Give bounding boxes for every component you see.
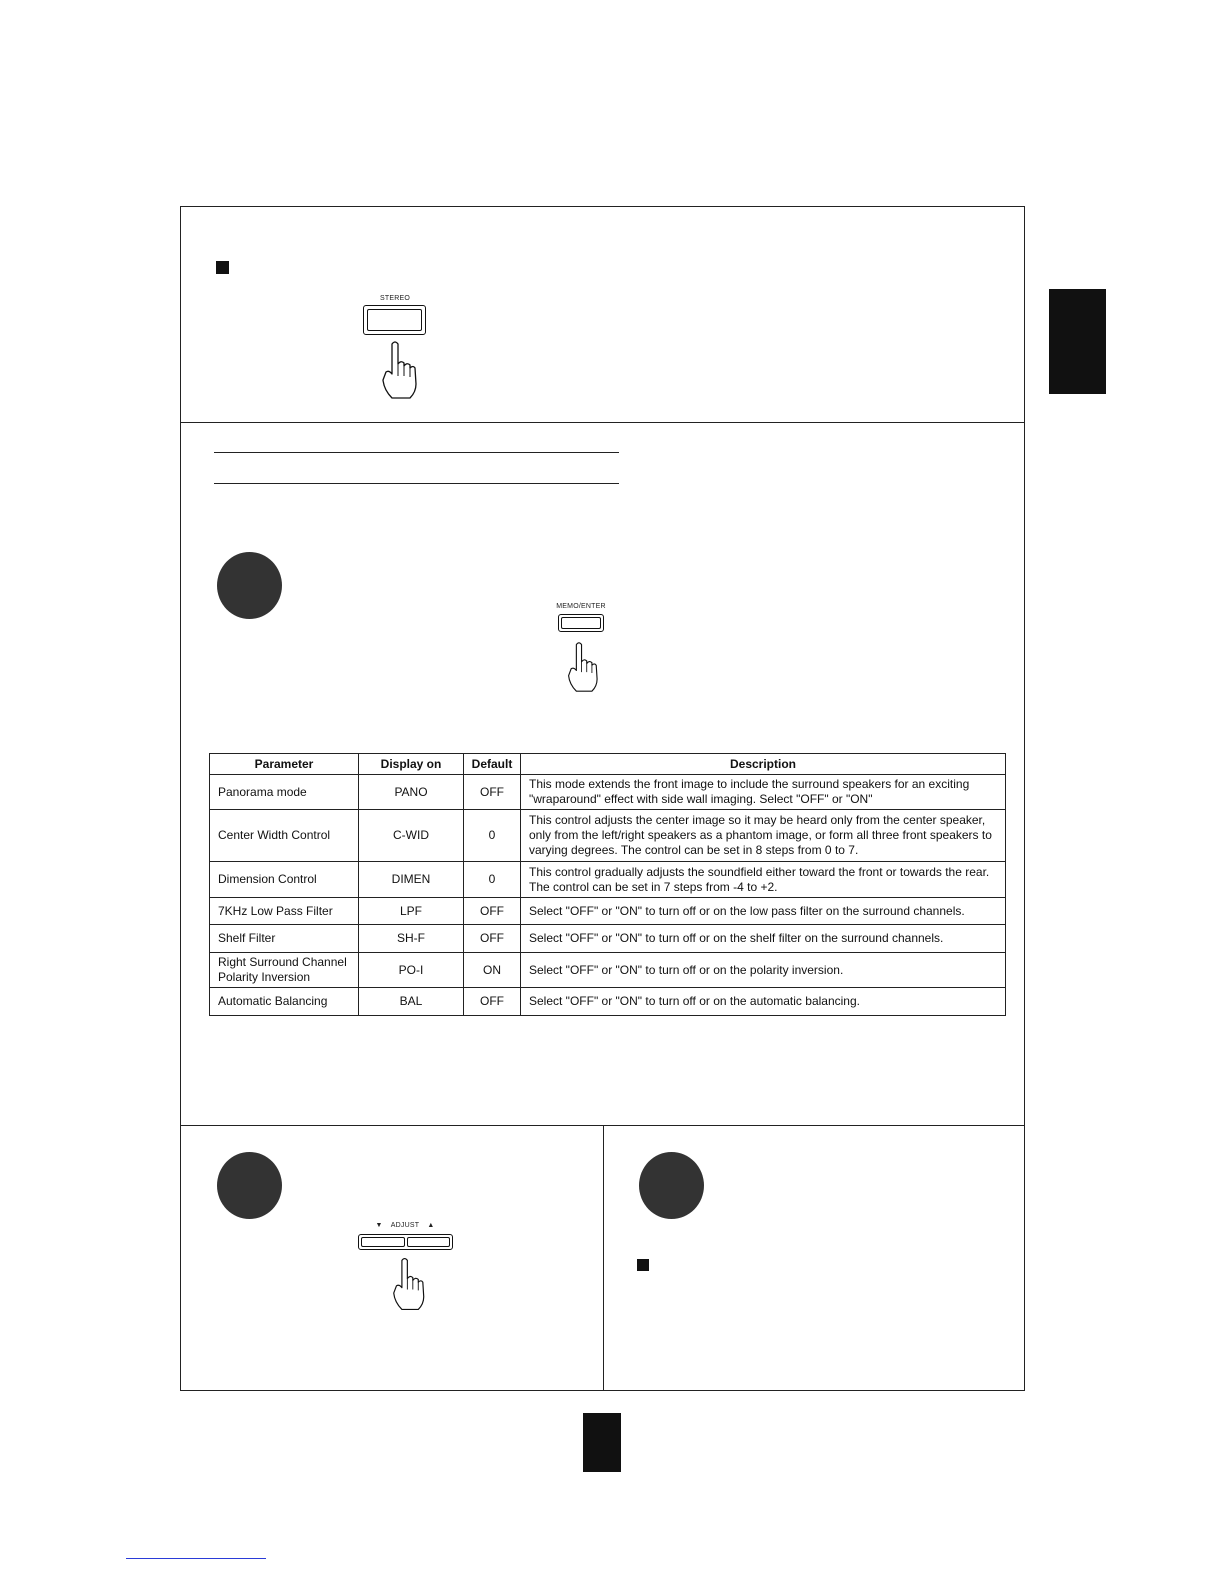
cell-display: C-WID (359, 810, 464, 862)
adjust-down-button[interactable] (361, 1237, 405, 1247)
section-bullet (216, 261, 229, 274)
table-header-row (210, 754, 1006, 775)
table-row (210, 953, 1006, 988)
bottom-column-divider (603, 1125, 604, 1391)
adjust-up-arrow-icon: ▲ (427, 1222, 435, 1229)
stereo-button-label: STEREO (380, 295, 410, 302)
cell-default: OFF (464, 775, 521, 810)
cell-display: PANO (359, 775, 464, 810)
pressing-hand-icon (566, 637, 604, 697)
header-description: Description (521, 754, 1006, 775)
step-circle-2 (217, 1152, 282, 1219)
side-index-tab (1049, 289, 1106, 394)
cell-parameter: Automatic Balancing (210, 988, 359, 1016)
section-bullet (637, 1259, 649, 1271)
table-row (210, 898, 1006, 925)
cell-parameter: Center Width Control (210, 810, 359, 862)
memo-enter-button-group[interactable] (550, 603, 612, 698)
adjust-button-label: ADJUST (390, 1222, 420, 1229)
cell-description: Select "OFF" or "ON" to turn off or on the low pass filter on the surround channels. (521, 898, 1006, 925)
cell-parameter: Shelf Filter (210, 925, 359, 953)
memo-enter-button-label: MEMO/ENTER (556, 603, 606, 610)
header-display-on: Display on (359, 754, 464, 775)
stereo-button[interactable] (363, 305, 426, 335)
cell-display: LPF (359, 898, 464, 925)
cell-parameter: Panorama mode (210, 775, 359, 810)
cell-description: Select "OFF" or "ON" to turn off or on the polarity inversion. (521, 953, 1006, 988)
pressing-hand-icon (391, 1254, 431, 1314)
cell-default: ON (464, 953, 521, 988)
section-divider-top (180, 422, 1025, 423)
adjust-up-button[interactable] (407, 1237, 450, 1247)
step-circle-1 (217, 552, 282, 619)
cell-parameter: Right Surround Channel Polarity Inversion (210, 953, 359, 988)
table-row (210, 862, 1006, 898)
cell-parameter: Dimension Control (210, 862, 359, 898)
stereo-button-group[interactable] (360, 295, 430, 405)
cell-default: OFF (464, 988, 521, 1016)
cell-display: BAL (359, 988, 464, 1016)
memo-enter-button[interactable] (558, 614, 604, 632)
adjust-down-arrow-icon: ▼ (375, 1222, 383, 1229)
pressing-hand-icon (380, 340, 424, 400)
adjust-button-label-row (355, 1222, 455, 1229)
step-circle-3 (639, 1152, 704, 1219)
adjust-button[interactable] (358, 1234, 453, 1250)
header-parameter: Parameter (210, 754, 359, 775)
cell-display: SH-F (359, 925, 464, 953)
adjust-button-group[interactable] (355, 1222, 455, 1314)
cell-parameter: 7KHz Low Pass Filter (210, 898, 359, 925)
cell-default: OFF (464, 898, 521, 925)
cell-display: DIMEN (359, 862, 464, 898)
header-default: Default (464, 754, 521, 775)
table-row (210, 925, 1006, 953)
title-rule-top (214, 452, 619, 453)
cell-display: PO-I (359, 953, 464, 988)
page-number-block (583, 1413, 621, 1472)
cell-description: This control gradually adjusts the soundfield either toward the front or towards the rear. The control can be set in 7 steps from -4 to +2. (521, 862, 1006, 898)
table-row (210, 775, 1006, 810)
cell-default: 0 (464, 862, 521, 898)
title-rule-bottom (214, 483, 619, 484)
table-row (210, 810, 1006, 862)
link-underline (126, 1558, 266, 1559)
table-row (210, 988, 1006, 1016)
cell-default: 0 (464, 810, 521, 862)
parameter-table (209, 753, 1006, 1016)
cell-description: This mode extends the front image to include the surround speakers for an exciting "wraparound" effect with side wall imaging. Select "OFF" or "ON" (521, 775, 1006, 810)
cell-description: Select "OFF" or "ON" to turn off or on the shelf filter on the surround channels. (521, 925, 1006, 953)
cell-description: Select "OFF" or "ON" to turn off or on the automatic balancing. (521, 988, 1006, 1016)
cell-description: This control adjusts the center image so it may be heard only from the center speaker, only from the left/right speakers as a phantom image, or form all three front speakers to varying degrees. The control can be set in 8 steps from 0 to 7. (521, 810, 1006, 862)
cell-default: OFF (464, 925, 521, 953)
